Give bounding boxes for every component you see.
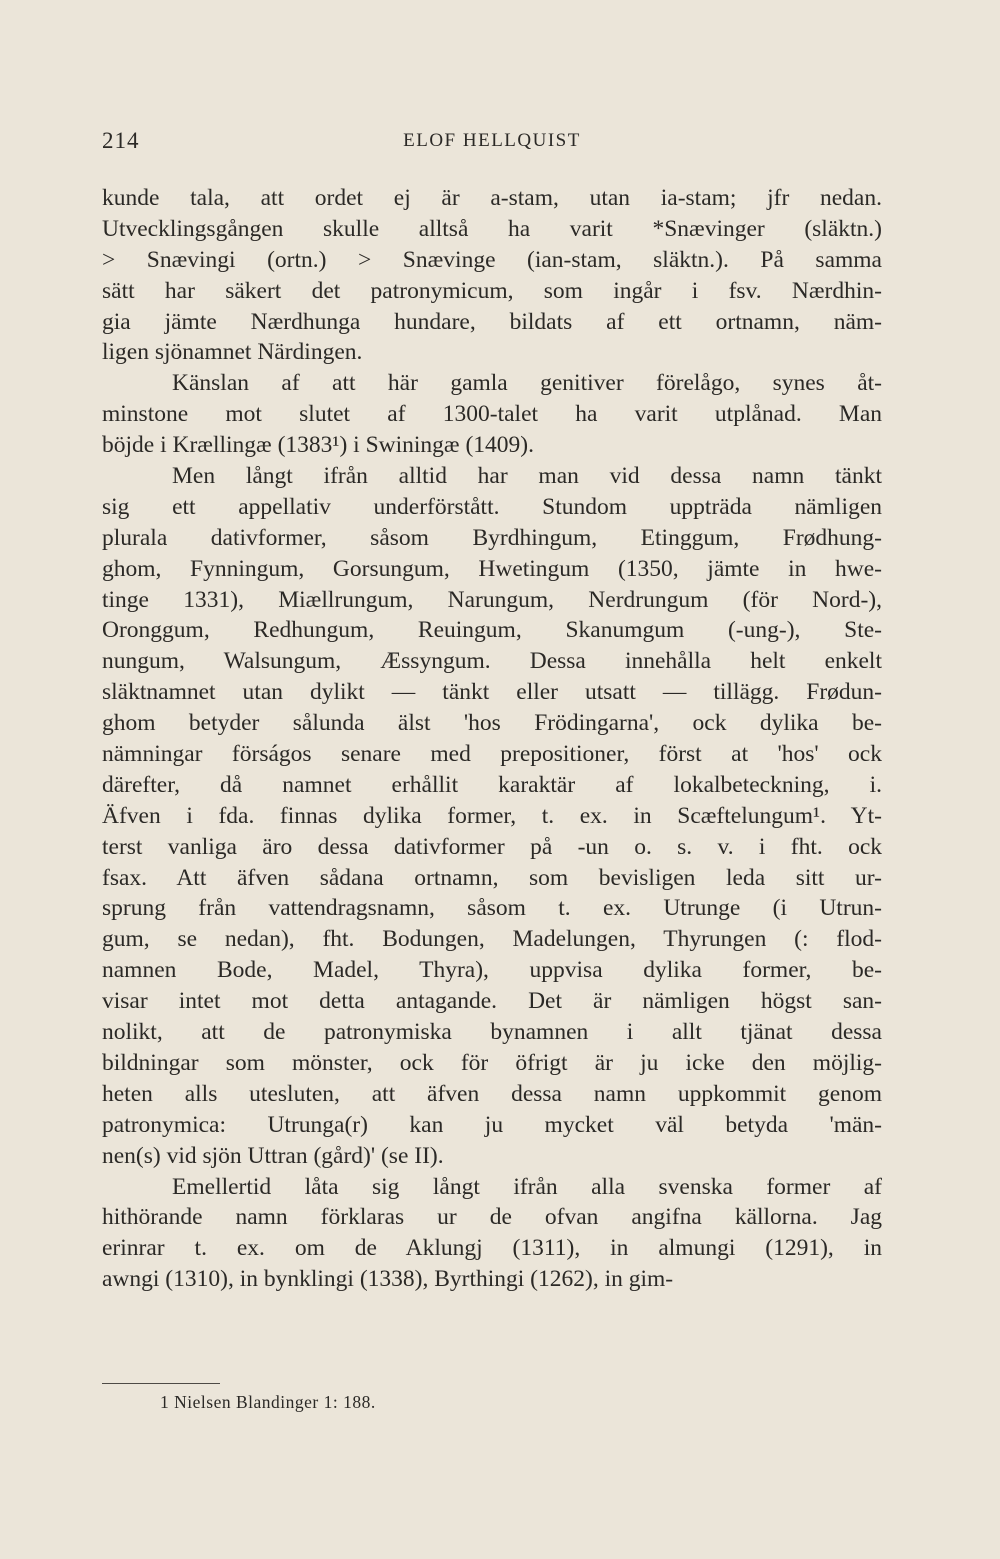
text-line: nen(s) vid sjön Uttran (gård)' (se II). bbox=[102, 1142, 444, 1169]
text-line: patronymica: Utrunga(r) kan ju mycket väl betyda 'män- bbox=[102, 1111, 882, 1138]
text-line: terst vanliga äro dessa dativformer på -un o. s. v. i fht. ock bbox=[102, 833, 882, 860]
text-line: Känslan af att här gamla genitiver förelågo, synes åt- bbox=[172, 370, 882, 397]
running-head: ELOF HELLQUIST bbox=[403, 130, 581, 151]
text-line: släktnamnet utan dylikt — tänkt eller utsatt — tillägg. Frødun- bbox=[102, 679, 882, 706]
body-text bbox=[102, 183, 882, 1295]
text-line: erinrar t. ex. om de Aklungj (1311), in almungi (1291), in bbox=[102, 1235, 882, 1262]
text-line: Men långt ifrån alltid har man vid dessa namn tänkt bbox=[172, 463, 882, 490]
text-line: gia jämte Nærdhunga hundare, bildats af ett ortnamn, näm- bbox=[102, 308, 882, 335]
text-line: visar intet mot detta antagande. Det är nämligen högst san- bbox=[102, 988, 882, 1015]
footnote: 1 Nielsen Blandinger 1: 188. bbox=[160, 1392, 376, 1412]
text-line: heten alls utesluten, att äfven dessa namn uppkommit genom bbox=[102, 1080, 882, 1107]
text-line: tinge 1331), Miællrungum, Narungum, Nerdrungum (för Nord-), bbox=[102, 586, 882, 613]
text-line: > Snævingi (ortn.) > Snævinge (ian-stam, släktn.). På samma bbox=[102, 246, 882, 273]
text-line: plurala dativformer, såsom Byrdhingum, Etinggum, Frødhung- bbox=[102, 524, 882, 551]
text-line: ghom, Fynningum, Gorsungum, Hwetingum (1350, jämte in hwe- bbox=[102, 555, 882, 582]
text-line: namnen Bode, Madel, Thyra), uppvisa dylika former, be- bbox=[102, 957, 882, 984]
footnote-rule bbox=[102, 1383, 220, 1384]
text-line: ghom betyder sålunda älst 'hos Frödingarna', ock dylika be- bbox=[102, 710, 882, 737]
text-line: kunde tala, att ordet ej är a-stam, utan ia-stam; jfr nedan. bbox=[102, 185, 882, 211]
text-line: nungum, Walsungum, Æssyngum. Dessa innehålla helt enkelt bbox=[102, 648, 882, 675]
text-line: fsax. Att äfven sådana ortnamn, som bevisligen leda sitt ur- bbox=[102, 864, 882, 891]
text-line: Äfven i fda. finnas dylika former, t. ex. in Scæftelungum¹. Yt- bbox=[102, 802, 882, 829]
text-line: sig ett appellativ underförstått. Stundom uppträda nämligen bbox=[102, 493, 882, 520]
text-line: sätt har säkert det patronymicum, som ingår i fsv. Nærdhin- bbox=[102, 277, 882, 304]
page-number: 214 bbox=[102, 128, 140, 153]
text-line: Emellertid låta sig långt ifrån alla svenska former af bbox=[172, 1173, 882, 1200]
text-line: hithörande namn förklaras ur de ofvan angifna källorna. Jag bbox=[102, 1204, 882, 1231]
text-line: awngi (1310), in bynklingi (1338), Byrthingi (1262), in gim- bbox=[102, 1266, 674, 1293]
text-line: sprung från vattendragsnamn, såsom t. ex. Utrunge (i Utrun- bbox=[102, 895, 882, 922]
text-line: gum, se nedan), fht. Bodungen, Madelungen, Thyrungen (: flod- bbox=[102, 926, 882, 953]
text-line: Utvecklingsgången skulle alltså ha varit *Snævinger (släktn.) bbox=[102, 215, 882, 242]
text-line: bildningar som mönster, ock för öfrigt är ju icke den möjlig- bbox=[102, 1049, 882, 1076]
page-header bbox=[102, 128, 882, 164]
text-line: Oronggum, Redhungum, Reuingum, Skanumgum (-ung-), Ste- bbox=[102, 617, 882, 644]
text-line: minstone mot slutet af 1300-talet ha varit utplånad. Man bbox=[102, 401, 882, 428]
text-line: böjde i Krællingæ (1383¹) i Swiningæ (1409). bbox=[102, 432, 534, 459]
text-line: ligen sjönamnet Närdingen. bbox=[102, 339, 363, 366]
text-line: därefter, då namnet erhållit karaktär af lokalbeteckning, i. bbox=[102, 771, 882, 798]
text-line: nämningar förságos senare med prepositioner, först at 'hos' ock bbox=[102, 741, 882, 768]
text-line: nolikt, att de patronymiska bynamnen i allt tjänat dessa bbox=[102, 1019, 882, 1046]
